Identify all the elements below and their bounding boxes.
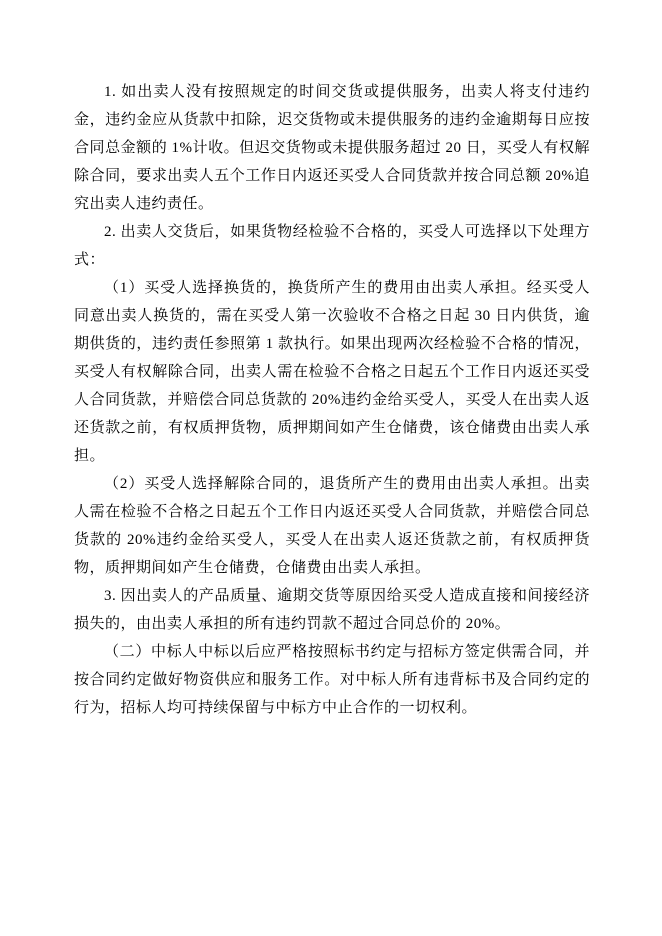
paragraph: 2. 出卖人交货后，如果货物经检验不合格的，买受人可选择以下处理方式： (74, 224, 590, 268)
paragraph: 3. 因出卖人的产品质量、逾期交货等原因给买受人造成直接和间接经济损失的，由出卖人承担的所有违约罚款不超过合同总价的 20%。 (74, 588, 590, 632)
paragraph: 1. 如出卖人没有按照规定的时间交货或提供服务，出卖人将支付违约金，违约金应从货款中扣除，迟交货物或未提供服务的违约金逾期每日应按合同总金额的 1%计收。但迟交货物或未提供服务超过 20 日，买受人有权解除合同，要求出卖人五个工作日内返还买受人合同货款并按合同总额 20%追究出卖人违约责任。 (74, 84, 590, 212)
paragraph: （2）买受人选择解除合同的，退货所产生的费用由出卖人承担。出卖人需在检验不合格之日起五个工作日内返还买受人合同货款，并赔偿合同总货款的 20%违约金给买受人，买受人在出卖人返还货款之前，有权质押货物，质押期间如产生仓储费，仓储费由出卖人承担。 (74, 476, 590, 576)
paragraph: （1）买受人选择换货的，换货所产生的费用由出卖人承担。经买受人同意出卖人换货的，需在买受人第一次验收不合格之日起 30 日内供货，逾期供货的，违约责任参照第 1 款执行。如果出现两次经检验不合格的情况，买受人有权解除合同，出卖人需在检验不合格之日起五个工作日内返还买受人合同货款，并赔偿合同总货款的 20%违约金给买受人，买受人在出卖人返还货款之前，有权质押货物，质押期间如产生仓储费，该仓储费由出卖人承担。 (74, 280, 590, 464)
paragraph: （二）中标人中标以后应严格按照标书约定与招标方签定供需合同，并按合同约定做好物资供应和服务工作。对中标人所有违背标书及合同约定的行为，招标人均可持续保留与中标方中止合作的一切权利。 (74, 644, 590, 716)
document-body (74, 78, 590, 722)
